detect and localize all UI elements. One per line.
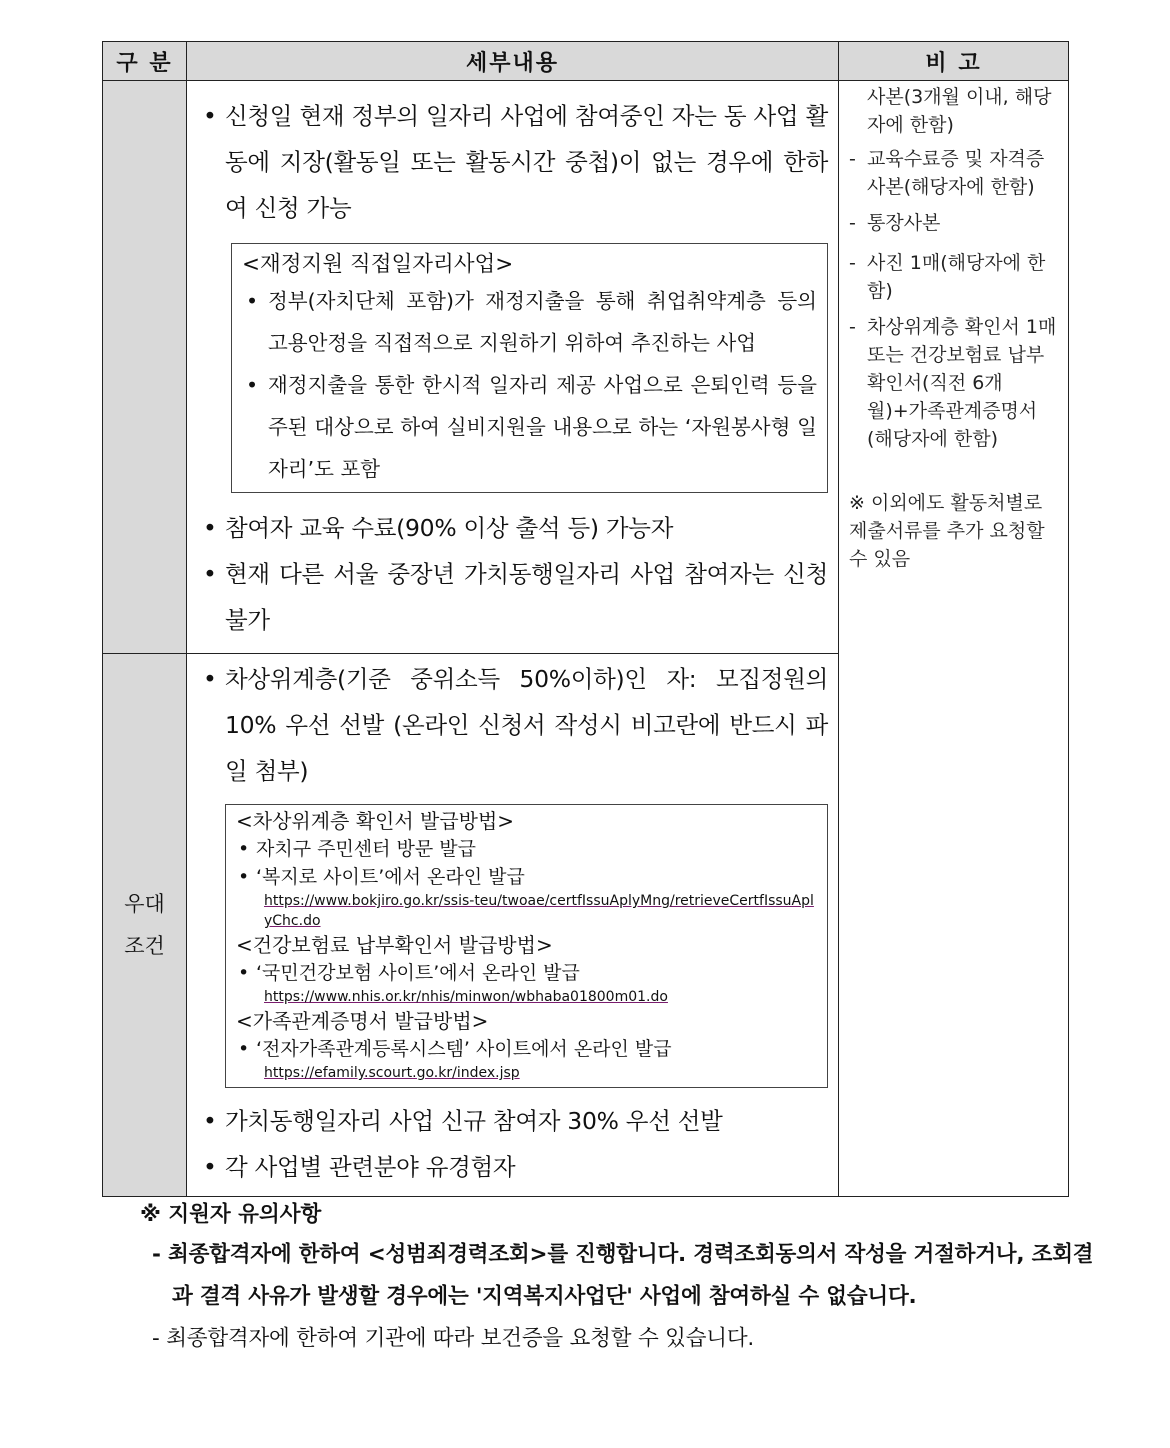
notes-paragraph: - 최종합격자에 한하여 기관에 따라 보건증을 요청할 수 있습니다. <box>152 1326 755 1351</box>
bullet-item: • 가치동행일자리 사업 신규 참여자 30% 우선 선발 <box>199 1098 828 1144</box>
category-label: 조건 <box>124 934 165 958</box>
box-item: • 자치구 주민센터 방문 발급 <box>236 835 817 863</box>
note-item <box>849 145 1060 201</box>
dash-icon: - <box>849 212 856 234</box>
notes-paragraph: - 최종합격자에 한하여 <성범죄경력조회>를 진행합니다. 경력조회동의서 작성을 거절하거나, 조회결과 결격 사유가 발생할 경우에는 '지역복지사업단' 사업에 참여하실 수 없습니다. <box>152 1242 1094 1309</box>
box-title: <가족관계증명서 발급방법> <box>236 1009 489 1033</box>
note-text: 교육수료증 및 자격증 사본(해당자에 한함) <box>867 148 1045 198</box>
dash-icon: - <box>849 316 856 338</box>
note-text: 차상위계층 확인서 1매 또는 건강보험료 납부확인서(직전 6개월)+가족관계증명서 (해당자에 한함) <box>867 316 1057 450</box>
note-text: 통장사본 <box>867 212 941 234</box>
note-item <box>849 489 1060 573</box>
table-header-row <box>103 42 1069 81</box>
info-table <box>102 41 1069 1197</box>
note-item <box>849 83 1060 139</box>
details-cell-eligibility <box>187 81 839 654</box>
header-remarks: 비 고 <box>839 42 1069 81</box>
bullet-item: • 신청일 현재 정부의 일자리 사업에 참여중인 자는 동 사업 활동에 지장(활동일 또는 활동시간 중첩)이 없는 경우에 한하여 신청 가능 <box>199 93 828 231</box>
header-details: 세부내용 <box>187 42 839 81</box>
note-text: ※ 이외에도 활동처별로 제출서류를 추가 요청할 수 있음 <box>849 492 1045 570</box>
note-item <box>849 249 1060 305</box>
applicant-notes <box>140 1196 1100 1360</box>
details-cell-preference <box>187 654 839 1197</box>
dash-icon: - <box>849 252 856 274</box>
table-row-eligibility <box>103 81 1069 654</box>
link-efamily[interactable]: https://efamily.scourt.go.kr/index.jsp <box>264 1065 520 1081</box>
remarks-cell <box>839 81 1069 1197</box>
box-item: • ‘전자가족관계등록시스템’ 사이트에서 온라인 발급 <box>236 1035 817 1063</box>
box-title: <건강보험료 납부확인서 발급방법> <box>236 933 553 957</box>
category-label: 우대 <box>124 892 165 916</box>
box-item: • ‘복지로 사이트’에서 온라인 발급 <box>236 863 817 891</box>
note-item <box>849 209 1060 237</box>
notes-heading: ※ 지원자 유의사항 <box>140 1202 322 1227</box>
note-text: 사본(3개월 이내, 해당자에 한함) <box>867 86 1052 136</box>
note-text: 사진 1매(해당자에 한함) <box>867 252 1046 302</box>
category-cell-preference <box>103 654 187 1197</box>
info-box-issuance <box>225 804 828 1088</box>
link-bokjiro[interactable]: https://www.bokjiro.go.kr/ssis-teu/twoae/certfIssuAplyMng/retrieveCertfIssuAplyChc.do <box>264 893 814 929</box>
category-cell-empty <box>103 81 187 654</box>
bullet-item: • 참여자 교육 수료(90% 이상 출석 등) 가능자 <box>199 505 828 551</box>
link-nhis[interactable]: https://www.nhis.or.kr/nhis/minwon/wbhaba01800m01.do <box>264 989 668 1005</box>
box-item: • 정부(자치단체 포함)가 재정지출을 통해 취업취약계층 등의 고용안정을 직접적으로 지원하기 위하여 추진하는 사업 <box>242 280 817 364</box>
bullet-item: • 각 사업별 관련분야 유경험자 <box>199 1144 828 1190</box>
box-item: • ‘국민건강보험 사이트’에서 온라인 발급 <box>236 959 817 987</box>
info-box-direct-jobs <box>231 243 828 493</box>
bullet-item: • 차상위계층(기준 중위소득 50%이하)인 자: 모집정원의 10% 우선 선발 (온라인 신청서 작성시 비고란에 반드시 파일 첨부) <box>199 656 828 794</box>
bullet-item: • 현재 다른 서울 중장년 가치동행일자리 사업 참여자는 신청 불가 <box>199 551 828 643</box>
note-item <box>849 313 1060 453</box>
header-category: 구 분 <box>103 42 187 81</box>
box-title: <재정지원 직접일자리사업> <box>242 252 514 277</box>
box-title: <차상위계층 확인서 발급방법> <box>236 809 515 833</box>
box-item: • 재정지출을 통한 한시적 일자리 제공 사업으로 은퇴인력 등을 주된 대상으로 하여 실비지원을 내용으로 하는 ‘자원봉사형 일자리’도 포함 <box>242 364 817 490</box>
dash-icon: - <box>849 148 856 170</box>
